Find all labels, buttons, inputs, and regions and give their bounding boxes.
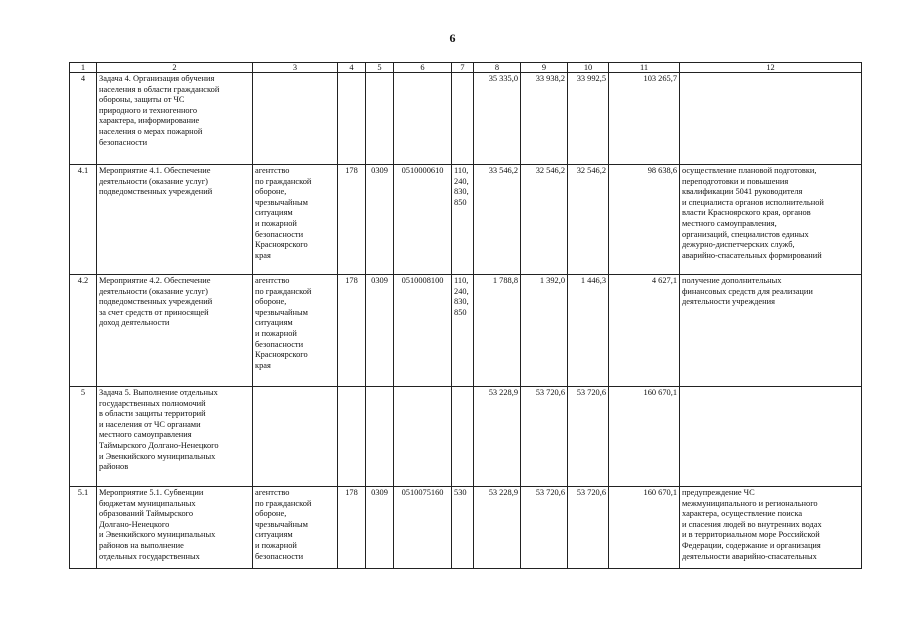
- row-value-2023: 33 546,2: [474, 165, 521, 275]
- row-rzpr: [366, 387, 394, 487]
- row-result: осуществление плановой подготовки, переподготовки и повышения квалификации 5041 руководителя и специалиста органов исполнительной власти Красноярского края, органов местного самоуправления, организаций, специалистов единых дежурно-диспетчерских служб, аварийно-спасательных формирований: [680, 165, 862, 275]
- row-value-2024: 53 720,6: [521, 387, 568, 487]
- row-grbs: 178: [338, 487, 366, 569]
- row-executor: [253, 73, 338, 165]
- row-number: 5: [70, 387, 97, 487]
- page-number: 6: [449, 31, 456, 45]
- row-rzpr: 0309: [366, 275, 394, 387]
- row-total: 98 638,6: [609, 165, 680, 275]
- row-total: 103 265,7: [609, 73, 680, 165]
- row-rzpr: [366, 73, 394, 165]
- row-name: Мероприятие 4.2. Обеспечение деятельности (оказание услуг) подведомственных учреждений за счет средств от приносящей доход деятельности: [97, 275, 253, 387]
- row-result: предупреждение ЧС межмуниципального и регионального характера, осуществление поиска и спасения людей во внутренних водах и в территориальном море Российской Федерации, содержание и организация деятельности аварийно-спасательных: [680, 487, 862, 569]
- row-vr: 530: [452, 487, 474, 569]
- table-row: [70, 275, 862, 387]
- row-vr: 110, 240, 830, 850: [452, 275, 474, 387]
- column-header: 1: [70, 63, 97, 73]
- column-header: 4: [338, 63, 366, 73]
- row-value-2024: 1 392,0: [521, 275, 568, 387]
- row-vr: [452, 73, 474, 165]
- row-executor: агентство по гражданской обороне, чрезвычайным ситуациям и пожарной безопасности Красноярского края: [253, 275, 338, 387]
- row-csr: [394, 73, 452, 165]
- row-value-2023: 53 228,9: [474, 487, 521, 569]
- row-csr: 0510075160: [394, 487, 452, 569]
- row-number: 4: [70, 73, 97, 165]
- row-number: 4.1: [70, 165, 97, 275]
- row-number: 5.1: [70, 487, 97, 569]
- row-total: 4 627,1: [609, 275, 680, 387]
- program-activities-table: [69, 62, 862, 569]
- row-result: [680, 73, 862, 165]
- row-value-2025: 33 992,5: [568, 73, 609, 165]
- column-header: 11: [609, 63, 680, 73]
- row-value-2024: 33 938,2: [521, 73, 568, 165]
- row-value-2025: 53 720,6: [568, 387, 609, 487]
- row-grbs: [338, 73, 366, 165]
- row-value-2023: 1 788,8: [474, 275, 521, 387]
- column-header: 12: [680, 63, 862, 73]
- column-header: 10: [568, 63, 609, 73]
- row-grbs: 178: [338, 275, 366, 387]
- row-grbs: 178: [338, 165, 366, 275]
- column-header: 3: [253, 63, 338, 73]
- row-value-2024: 53 720,6: [521, 487, 568, 569]
- row-vr: 110, 240, 830, 850: [452, 165, 474, 275]
- row-total: 160 670,1: [609, 487, 680, 569]
- row-rzpr: 0309: [366, 487, 394, 569]
- row-name: Мероприятие 5.1. Субвенции бюджетам муниципальных образований Таймырского Долгано-Ненецкого и Эвенкийского муниципальных районов на выполнение отдельных государственных: [97, 487, 253, 569]
- row-vr: [452, 387, 474, 487]
- column-header: 7: [452, 63, 474, 73]
- row-value-2025: 1 446,3: [568, 275, 609, 387]
- table-row: [70, 73, 862, 165]
- row-csr: 0510008100: [394, 275, 452, 387]
- row-value-2024: 32 546,2: [521, 165, 568, 275]
- column-number-row: [70, 63, 862, 73]
- row-executor: агентство по гражданской обороне, чрезвычайным ситуациям и пожарной безопасности: [253, 487, 338, 569]
- table-row: [70, 387, 862, 487]
- row-csr: [394, 387, 452, 487]
- row-executor: агентство по гражданской обороне, чрезвычайным ситуациям и пожарной безопасности Красноярского края: [253, 165, 338, 275]
- row-value-2023: 53 228,9: [474, 387, 521, 487]
- column-header: 9: [521, 63, 568, 73]
- table-row: [70, 165, 862, 275]
- row-value-2023: 35 335,0: [474, 73, 521, 165]
- row-csr: 0510000610: [394, 165, 452, 275]
- column-header: 2: [97, 63, 253, 73]
- row-total: 160 670,1: [609, 387, 680, 487]
- table-row: [70, 487, 862, 569]
- row-name: Задача 5. Выполнение отдельных государственных полномочий в области защиты территорий и населения от ЧС органами местного самоуправления Таймырского Долгано-Ненецкого и Эвенкийского муниципальных районов: [97, 387, 253, 487]
- row-name: Задача 4. Организация обучения населения в области гражданской обороны, защиты от ЧС природного и техногенного характера, информирование населения о мерах пожарной безопасности: [97, 73, 253, 165]
- row-rzpr: 0309: [366, 165, 394, 275]
- row-value-2025: 53 720,6: [568, 487, 609, 569]
- row-result: [680, 387, 862, 487]
- row-result: получение дополнительных финансовых средств для реализации деятельности учреждения: [680, 275, 862, 387]
- row-name: Мероприятие 4.1. Обеспечение деятельности (оказание услуг) подведомственных учреждений: [97, 165, 253, 275]
- row-grbs: [338, 387, 366, 487]
- row-number: 4.2: [70, 275, 97, 387]
- column-header: 5: [366, 63, 394, 73]
- column-header: 8: [474, 63, 521, 73]
- row-value-2025: 32 546,2: [568, 165, 609, 275]
- row-executor: [253, 387, 338, 487]
- column-header: 6: [394, 63, 452, 73]
